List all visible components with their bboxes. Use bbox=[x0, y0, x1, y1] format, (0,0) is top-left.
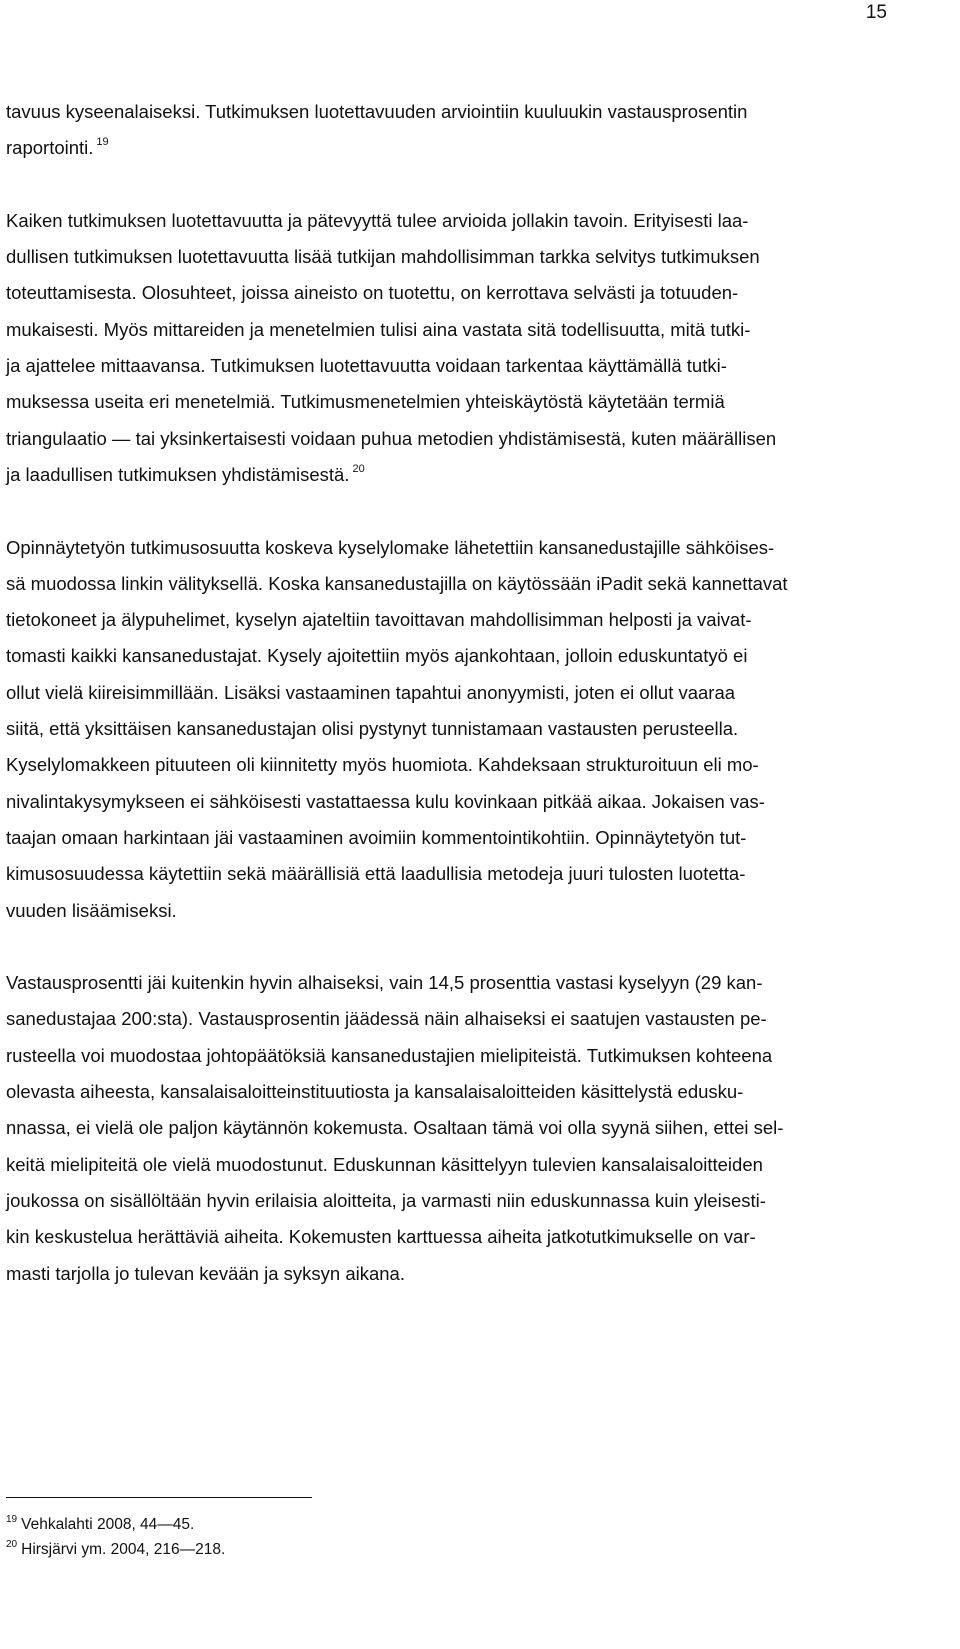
text-line: mukaisesti. Myös mittareiden ja menetelmien tulisi aina vastata sitä todellisuutta, mitä tutki- bbox=[6, 318, 751, 340]
text-line: muksessa useita eri menetelmiä. Tutkimusmenetelmien yhteiskäytöstä käytetään termiä bbox=[6, 391, 725, 413]
text-line: masti tarjolla jo tulevan kevään ja syksyn aikana. bbox=[6, 1262, 405, 1284]
footnote-divider bbox=[6, 1497, 312, 1498]
text-line: vuuden lisäämiseksi. bbox=[6, 899, 177, 921]
text-line: olevasta aiheesta, kansalaisaloitteinstituutiosta ja kansalaisaloitteiden käsittelystä edusku- bbox=[6, 1081, 744, 1103]
footnote-text: Vehkalahti 2008, 44—45. bbox=[21, 1516, 195, 1533]
text-line: Opinnäytetyön tutkimusosuutta koskeva kyselylomake lähetettiin kansanedustajille sähköises- bbox=[6, 536, 775, 558]
paragraph-3 bbox=[6, 530, 916, 929]
paragraph-2 bbox=[6, 203, 916, 493]
paragraph-4 bbox=[6, 965, 916, 1292]
text-line: Kyselylomakkeen pituuteen oli kiinnitetty myös huomiota. Kahdeksaan strukturoituun eli mo- bbox=[6, 754, 759, 776]
text-line: rusteella voi muodostaa johtopäätöksiä kansanedustajien mielipiteistä. Tutkimuksen kohteena bbox=[6, 1044, 773, 1066]
text-line bbox=[6, 130, 916, 166]
text-line: tietokoneet ja älypuhelimet, kyselyn ajateltiin tavoittavan mahdollisimman helposti ja vaivat- bbox=[6, 609, 752, 631]
text-line: kin keskustelua herättäviä aiheita. Kokemusten karttuessa aiheita jatkotutkimukselle on var- bbox=[6, 1226, 756, 1248]
text-line: Kaiken tutkimuksen luotettavuutta ja pätevyyttä tulee arvioida jollakin tavoin. Erityisesti laa- bbox=[6, 209, 749, 231]
text-line: tavuus kyseenalaiseksi. Tutkimuksen luotettavuuden arviointiin kuuluukin vastausprosentin bbox=[6, 101, 748, 122]
footnote-reference: 19 bbox=[96, 136, 109, 149]
footnote-20 bbox=[6, 1537, 225, 1562]
text-line: taajan omaan harkintaan jäi vastaaminen avoimiin kommentointikohtiin. Opinnäytetyön tut- bbox=[6, 826, 747, 848]
text-line-content: ja laadullisen tutkimuksen yhdistämisestä. bbox=[6, 463, 350, 485]
text-line: toteuttamisesta. Olosuhteet, joissa aineisto on tuotettu, on kerrottava selvästi ja totuuden- bbox=[6, 282, 739, 304]
footnote-number: 19 bbox=[6, 1514, 18, 1525]
body-text bbox=[6, 94, 916, 1328]
text-line: keitä mielipiteitä ole vielä muodostunut. Eduskunnan käsittelyyn tulevien kansalaisaloitteiden bbox=[6, 1153, 763, 1175]
text-line: joukossa on sisällöltään hyvin erilaisia aloitteita, ja varmasti niin eduskunnassa kuin yleisesti- bbox=[6, 1189, 766, 1211]
footnote-reference: 20 bbox=[352, 462, 365, 475]
text-line: ollut vielä kiireisimmillään. Lisäksi vastaaminen tapahtui anonyymisti, joten ei ollut vaaraa bbox=[6, 681, 736, 703]
text-line: triangulaatio — tai yksinkertaisesti voidaan puhua metodien yhdistämisestä, kuten määrällisen bbox=[6, 427, 777, 449]
text-line-content: raportointi. bbox=[6, 137, 94, 159]
footnote-19 bbox=[6, 1512, 225, 1537]
text-line: tomasti kaikki kansanedustajat. Kysely ajoitettiin myös ajankohtaan, jolloin eduskuntatyö ei bbox=[6, 645, 748, 667]
footnotes bbox=[6, 1512, 225, 1562]
text-line: sä muodossa linkin välityksellä. Koska kansanedustajilla on käytössään iPadit sekä kannettavat bbox=[6, 572, 788, 594]
page-number: 15 bbox=[865, 2, 887, 23]
text-line: Vastausprosentti jäi kuitenkin hyvin alhaiseksi, vain 14,5 prosenttia vastasi kyselyyn (29 kan- bbox=[6, 972, 763, 994]
footnote-number: 20 bbox=[6, 1539, 18, 1550]
text-line: sanedustajaa 200:sta). Vastausprosentin jäädessä näin alhaiseksi ei saatujen vastausten pe- bbox=[6, 1008, 767, 1030]
paragraph-1 bbox=[6, 94, 916, 167]
text-line: dullisen tutkimuksen luotettavuutta lisää tutkijan mahdollisimman tarkka selvitys tutkimuksen bbox=[6, 246, 760, 268]
text-line bbox=[6, 457, 916, 493]
text-line: siitä, että yksittäisen kansanedustajan olisi pystynyt tunnistamaan vastausten perusteella. bbox=[6, 718, 739, 740]
text-line: ja ajattelee mittaavansa. Tutkimuksen luotettavuutta voidaan tarkentaa käyttämällä tutki- bbox=[6, 355, 727, 377]
text-line: kimusosuudessa käytettiin sekä määrällisiä että laadullisia metodeja juuri tulosten luotetta- bbox=[6, 863, 746, 885]
footnote-text: Hirsjärvi ym. 2004, 216—218. bbox=[21, 1541, 226, 1558]
text-line: nivalintakysymykseen ei sähköisesti vastattaessa kulu kovinkaan pitkää aikaa. Jokaisen vas- bbox=[6, 790, 765, 812]
text-line: nnassa, ei vielä ole paljon käytännön kokemusta. Osaltaan tämä voi olla syynä siihen, ettei sel- bbox=[6, 1117, 784, 1139]
